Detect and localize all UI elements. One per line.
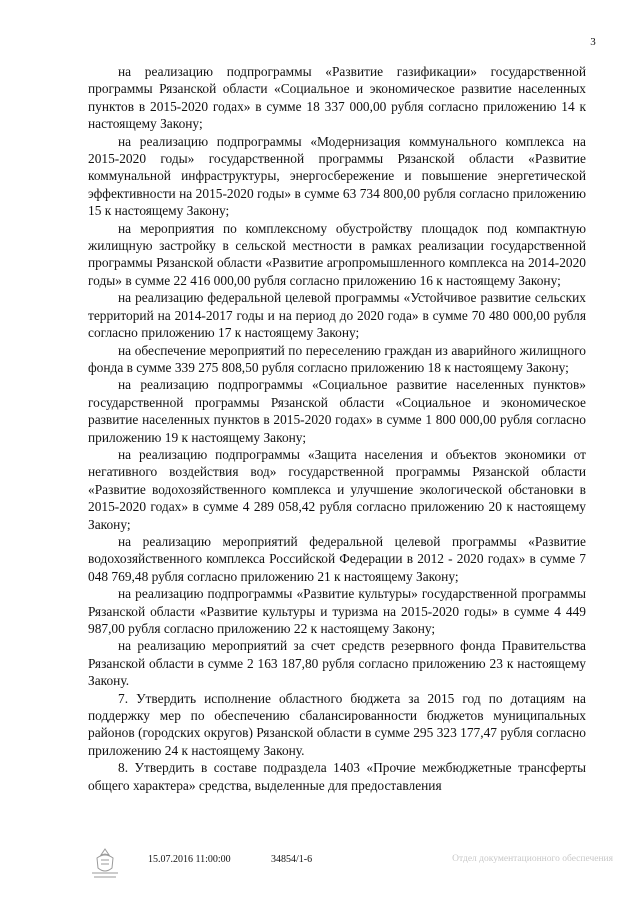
page-number: 3 — [590, 36, 596, 48]
paragraph: 8. Утвердить в составе подраздела 1403 «Прочие межбюджетные трансферты общего характера» средства, выделенные для предоставления — [88, 760, 586, 793]
paragraph: на реализацию мероприятий федеральной целевой программы «Развитие водохозяйственного комплекса Российской Федерации в 2012 - 2020 годах» в сумме 7 048 769,48 рубля согласно приложению 21 к настоящему Закону; — [88, 533, 586, 584]
footer-date: 15.07.2016 11:00:00 — [148, 854, 231, 865]
paragraph: на реализацию мероприятий за счет средств резервного фонда Правительства Рязанской области в сумме 2 163 187,80 рубля согласно приложению 23 к настоящему Закону. — [88, 638, 586, 689]
paragraph: 7. Утвердить исполнение областного бюджета за 2015 год по дотациям на поддержку мер по обеспечению сбалансированности бюджетов муниципальных районов (городских округов) Рязанской области в сумме 295 323 177,47 рубля согласно приложению 24 к настоящему Закону. — [88, 690, 586, 758]
paragraph: на реализацию федеральной целевой программы «Устойчивое развитие сельских территорий на 2014-2017 годы и на период до 2020 года» в сумме 70 480 000,00 рубля согласно приложению 17 к настоящему Закону; — [88, 290, 586, 341]
paragraph: на реализацию подпрограммы «Развитие культуры» государственной программы Рязанской области «Развитие культуры и туризма на 2015-2020 годы» в сумме 4 449 987,00 рубля согласно приложению 22 к настоящему Закону; — [88, 586, 586, 636]
paragraph: на реализацию подпрограммы «Развитие газификации» государственной программы Рязанской области «Социальное и экономическое развитие населенных пунктов в 2015-2020 годах» в сумме 18 337 000,00 рубля согласно приложению 14 к настоящему Закону; — [88, 64, 586, 132]
paragraph: на мероприятия по комплексному обустройству площадок под компактную жилищную застройку в сельской местности в рамках реализации государственной программы Рязанской области «Развитие агропромышленного комплекса на 2014-2020 годы» в сумме 22 416 000,00 рубля согласно приложению 16 к настоящему Закону; — [88, 220, 586, 288]
paragraph: на реализацию подпрограммы «Защита населения и объектов экономики от негативного воздействия вод» государственной программы Рязанской области «Развитие водохозяйственного комплекса и улучшение экологической обстановки в 2015-2020 годах» в сумме 4 289 058,42 рубля согласно приложению 20 к настоящему Закону; — [88, 446, 586, 532]
footer — [88, 846, 613, 886]
document-body — [88, 63, 586, 794]
footer-document-code: 34854/1-6 — [271, 854, 313, 865]
paragraph: на обеспечение мероприятий по переселению граждан из аварийного жилищного фонда в сумме 339 275 808,50 рубля согласно приложению 18 к настоящему Закону; — [88, 342, 586, 375]
footer-stamp-text: Отдел документационного обеспечения — [452, 854, 613, 864]
emblem-icon — [88, 846, 122, 880]
paragraph: на реализацию подпрограммы «Социальное развитие населенных пунктов» государственной программы Рязанской области «Социальное и экономическое развитие населенных пунктов в 2015-2020 годах» в сумме 1 800 000,00 рубля согласно приложению 19 к настоящему Закону; — [88, 377, 586, 445]
paragraph: на реализацию подпрограммы «Модернизация коммунального комплекса на 2015-2020 годы» государственной программы Рязанской области «Развитие коммунальной инфраструктуры, энергосбережение и повышение энергетической эффективности на 2015-2020 годы» в сумме 63 734 800,00 рубля согласно приложению 15 к настоящему Закону; — [88, 133, 586, 219]
